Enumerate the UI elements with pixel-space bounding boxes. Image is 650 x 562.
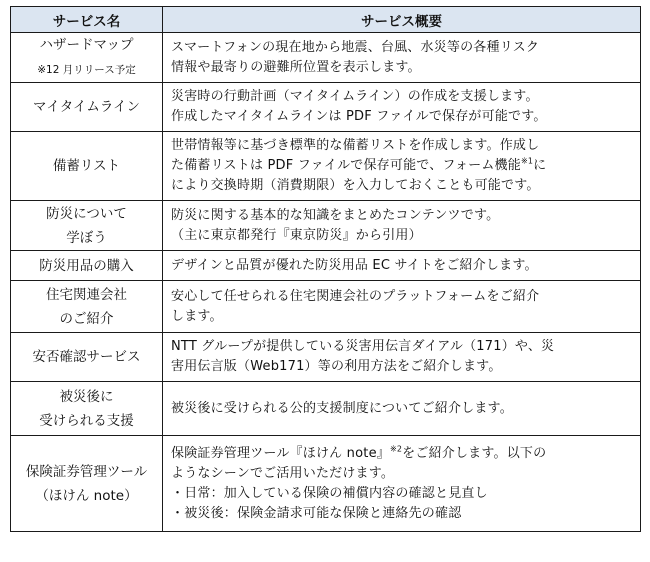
description-line: 防災に関する基本的な知識をまとめたコンテンツです。 xyxy=(171,207,500,223)
table-row-purchase-supplies xyxy=(11,251,641,281)
service-name xyxy=(11,382,163,436)
service-description xyxy=(163,333,641,382)
service-name-line: 防災について xyxy=(46,205,127,222)
description-line: 害用伝言版（Web171）等の利用方法をご紹介します。 xyxy=(171,359,502,374)
description-line: 災害時の行動計画（マイタイムライン）の作成を支援します。 xyxy=(171,89,539,104)
service-name xyxy=(11,333,163,382)
service-name xyxy=(11,201,163,251)
description-text: た備蓄リストは PDF ファイルで保存可能で、フォーム機能 xyxy=(171,158,521,173)
description-line: 情報や最寄りの避難所位置を表示します。 xyxy=(171,59,421,75)
service-name-line: マイタイムライン xyxy=(32,99,141,115)
description-text: をご紹介します。以下の xyxy=(402,445,547,461)
service-description xyxy=(163,382,641,436)
table-row-hazard-map xyxy=(11,33,641,83)
description-line: 作成したマイタイムラインは PDF ファイルで保存が可能です。 xyxy=(171,109,547,124)
service-name xyxy=(11,436,163,532)
header-service-summary: サービス概要 xyxy=(163,7,641,33)
service-name xyxy=(11,281,163,333)
table-row-insurance-tool xyxy=(11,436,641,532)
release-note: ※12 月リリース予定 xyxy=(37,64,136,76)
service-name-line: 保険証券管理ツール xyxy=(25,463,148,480)
description-line xyxy=(171,444,634,464)
description-line: 被災後に受けられる公的支援制度についてご紹介します。 xyxy=(171,400,513,416)
service-description xyxy=(163,83,641,132)
table-row-safety-confirmation xyxy=(11,333,641,382)
description-line: 安心して任せられる住宅関連会社のプラットフォームをご紹介 xyxy=(171,288,540,304)
description-line: スマートフォンの現在地から地震、台風、水災等の各種リスク xyxy=(171,39,540,55)
description-line: ・日常：加入している保険の補償内容の確認と見直し xyxy=(171,485,488,501)
service-name-line: 被災後に xyxy=(59,388,114,405)
footnote-mark: ※1 xyxy=(520,156,534,166)
description-line: します。 xyxy=(171,308,223,324)
description-line: 世帯情報等に基づき標準的な備蓄リストを作成します。作成し xyxy=(171,138,540,153)
service-name-line: 受けられる支援 xyxy=(39,412,134,429)
service-description xyxy=(163,132,641,201)
service-description xyxy=(163,436,641,532)
table-row-post-disaster-support xyxy=(11,382,641,436)
service-name-line: 学ぼう xyxy=(66,229,107,246)
table-row-learn-disaster-prevention xyxy=(11,201,641,251)
service-name-line: 安否確認サービス xyxy=(32,349,141,365)
service-description xyxy=(163,281,641,333)
table-row-stockpile-list xyxy=(11,132,641,201)
service-name xyxy=(11,83,163,132)
service-name xyxy=(11,132,163,201)
service-description xyxy=(163,201,641,251)
description-line: NTT グループが提供している災害用伝言ダイアル（171）や、災 xyxy=(171,339,555,354)
service-description xyxy=(163,33,641,83)
service-name-line: （ほけん note） xyxy=(35,487,138,504)
service-name-line: 防災用品の購入 xyxy=(39,257,134,274)
table-header-row xyxy=(11,7,641,33)
service-name-line: 備蓄リスト xyxy=(52,158,121,174)
service-description xyxy=(163,251,641,281)
description-line: により交換時期（消費期限）を入力しておくことも可能です。 xyxy=(171,178,540,193)
description-line xyxy=(171,156,634,176)
service-name-line: のご紹介 xyxy=(59,310,114,327)
description-line: （主に東京都発行『東京防災』から引用） xyxy=(171,227,422,243)
description-line: デザインと品質が優れた防災用品 EC サイトをご紹介します。 xyxy=(171,257,538,273)
service-table xyxy=(10,6,641,532)
description-line: ・被災後：保険金請求可能な保険と連絡先の確認 xyxy=(171,505,462,521)
service-name xyxy=(11,251,163,281)
service-name-line: 住宅関連会社 xyxy=(46,286,127,303)
service-name xyxy=(11,33,163,83)
service-name-line: ハザードマップ xyxy=(39,37,134,53)
description-text: に xyxy=(533,158,547,173)
table-row-housing-companies xyxy=(11,281,641,333)
table-row-my-timeline xyxy=(11,83,641,132)
description-line: ようなシーンでご活用いただけます。 xyxy=(171,465,395,481)
description-text: 保険証券管理ツール『ほけん note』 xyxy=(171,445,390,461)
header-service-name: サービス名 xyxy=(11,7,163,33)
footnote-mark: ※2 xyxy=(389,444,403,454)
